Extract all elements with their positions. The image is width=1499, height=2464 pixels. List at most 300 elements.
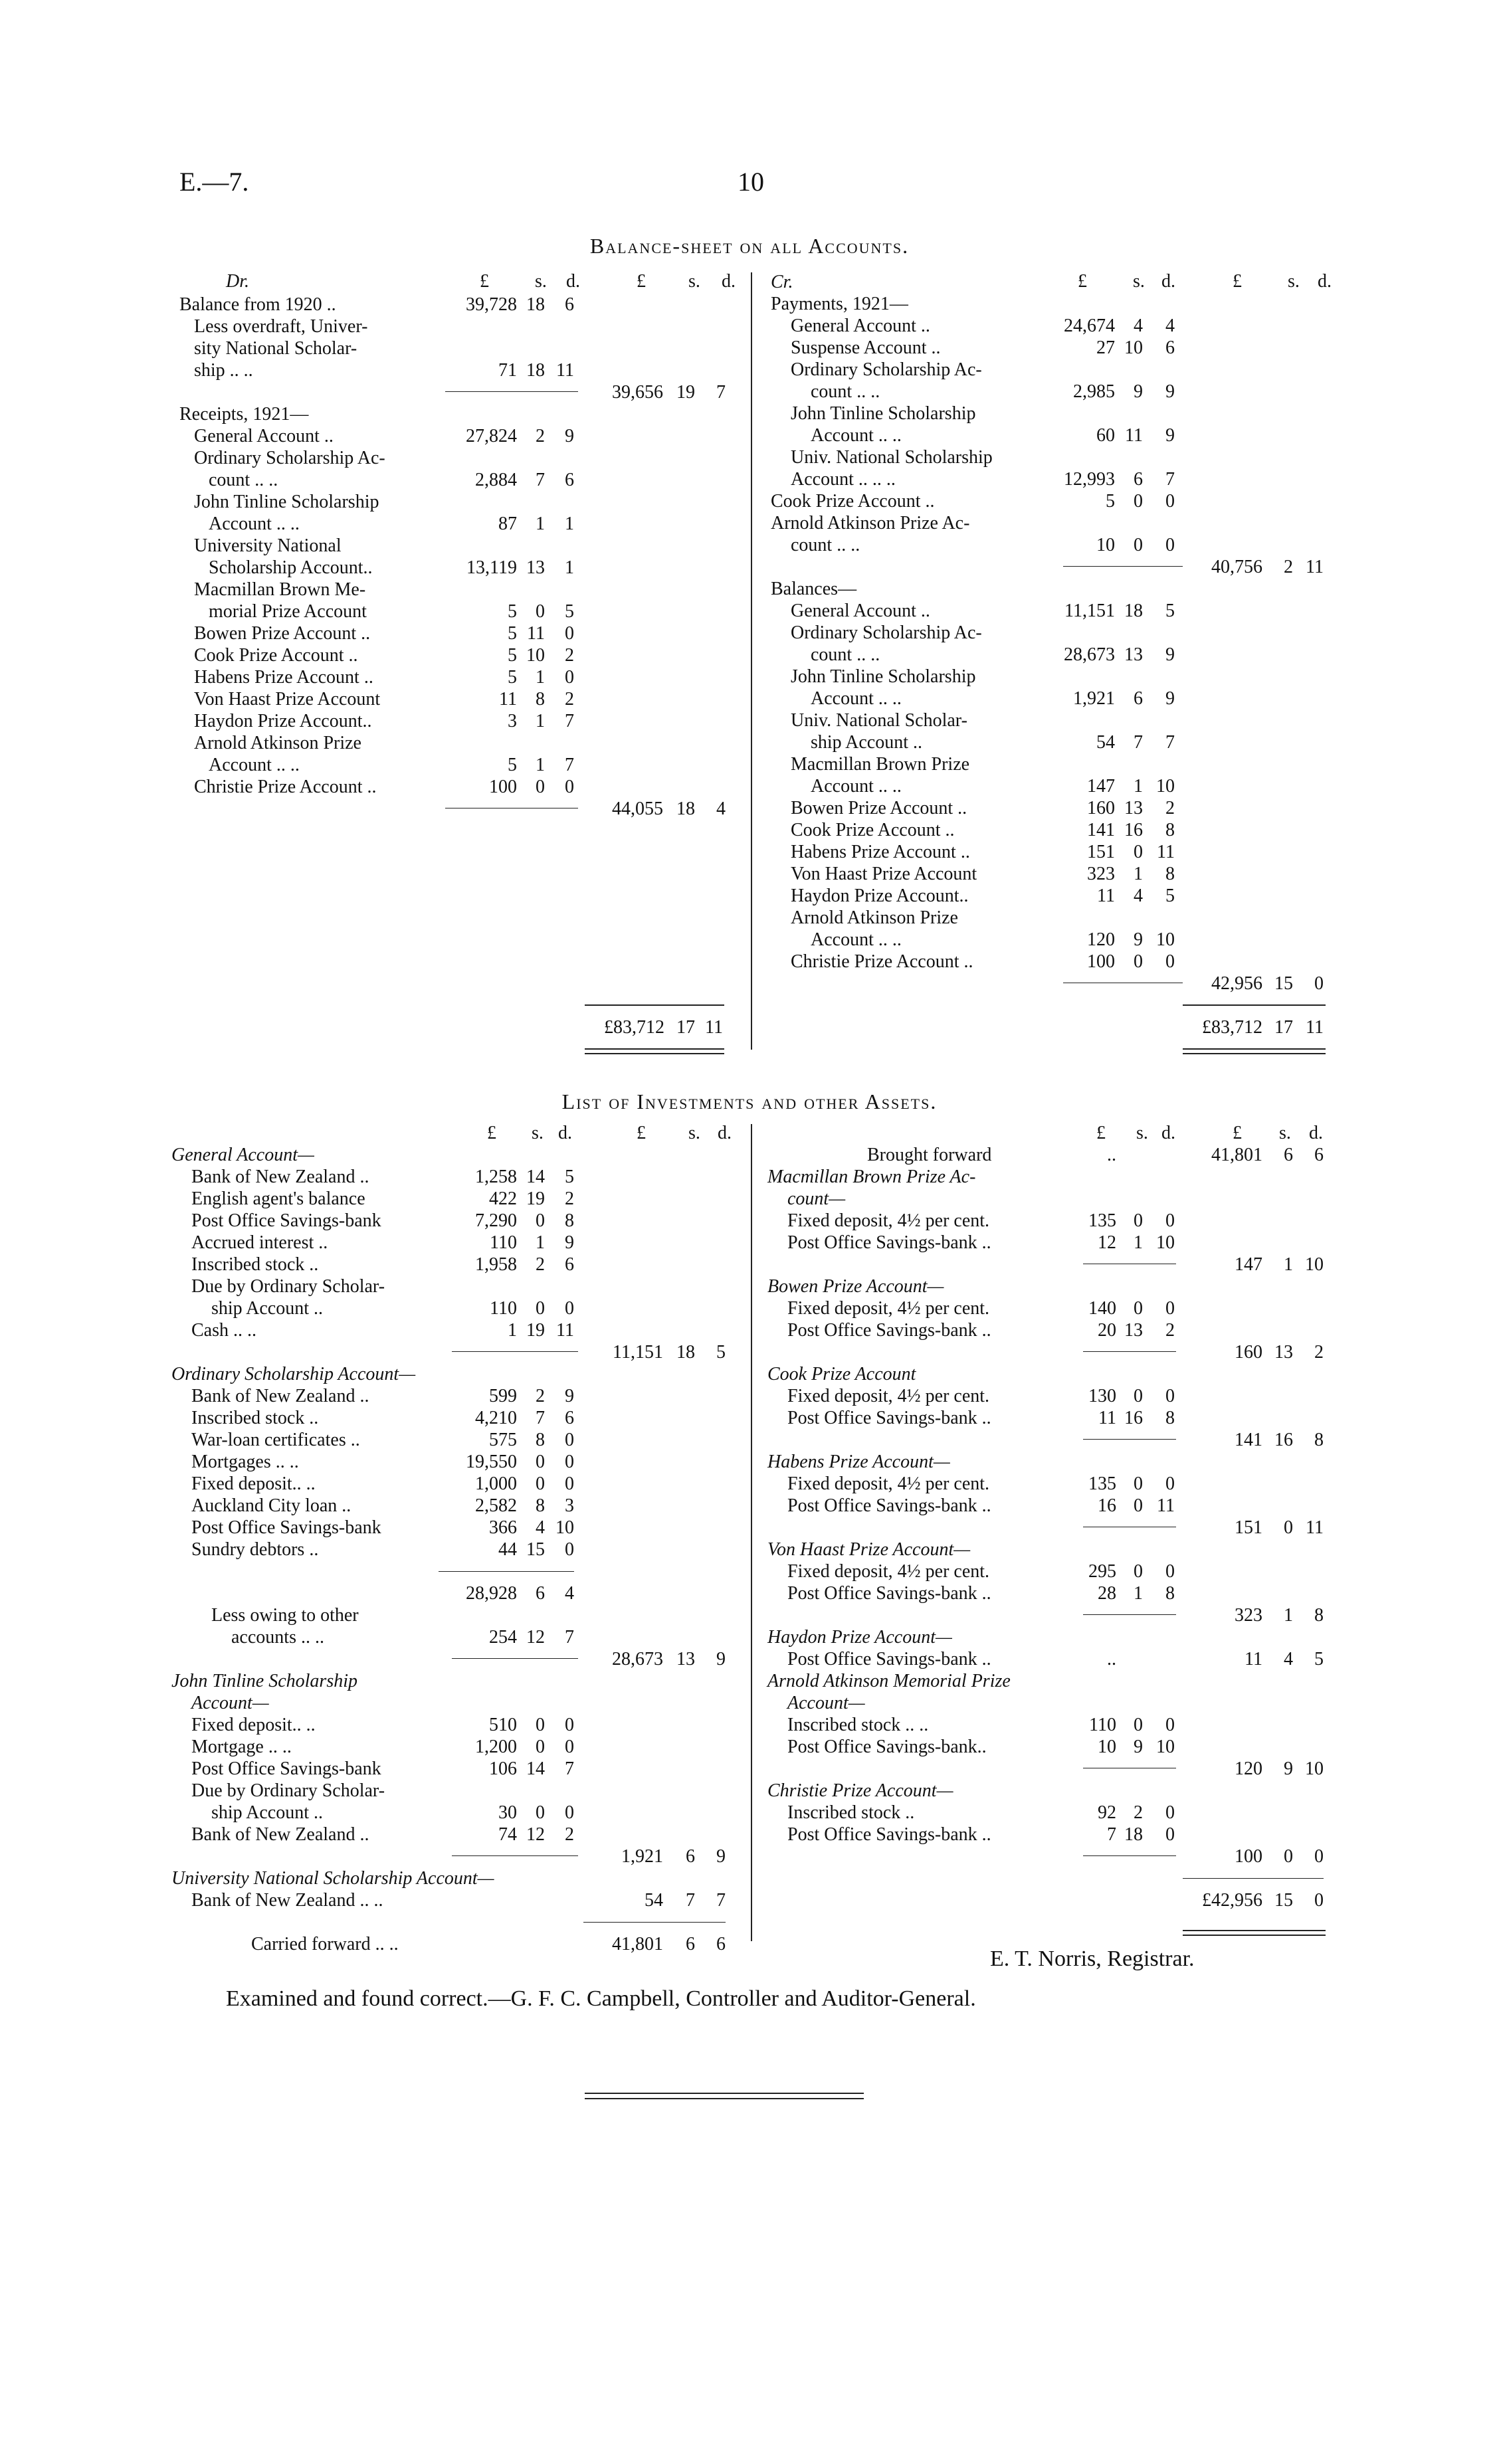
amount-a: 30 (498, 1802, 517, 1823)
amount-a: 12 (1098, 1232, 1116, 1253)
row-label: accounts .. .. (231, 1627, 324, 1648)
amount-c: 7 (1165, 469, 1175, 490)
amount-c: 7 (1165, 732, 1175, 753)
row-label: Fixed deposit, 4½ per cent. (787, 1561, 990, 1582)
row-label: ship Account .. (211, 1298, 323, 1319)
amount-b: 0 (1134, 1386, 1143, 1406)
amount-A: 151 (1235, 1517, 1262, 1538)
amount-b: 7 (1134, 732, 1143, 753)
amount-C: 11 (1306, 1517, 1324, 1538)
amount-b: 13 (1124, 1320, 1143, 1341)
investments-title: List of Investments and other Assets. (561, 1090, 938, 1113)
row-label: Account .. .. (811, 929, 902, 950)
row-label: Balances— (771, 579, 857, 599)
amount-B: 7 (686, 1890, 695, 1911)
row-label: Fixed deposit.. .. (191, 1473, 316, 1494)
amount-a: 4,210 (475, 1408, 517, 1428)
row-label: Bank of New Zealand .. (191, 1167, 369, 1187)
amount-b: 1 (1134, 1232, 1143, 1253)
row-label: Account— (787, 1693, 865, 1713)
amount-a: 5 (508, 601, 517, 622)
inv-left-cur-s2: s. (688, 1123, 700, 1143)
ledger-row (0, 1385, 1499, 1407)
amount-b: 13 (1124, 798, 1143, 818)
ledger-row (0, 841, 1499, 863)
amount-b: 0 (1134, 535, 1143, 555)
row-label: Fixed deposit, 4½ per cent. (787, 1210, 990, 1231)
row-label: Von Haast Prize Account (194, 689, 381, 710)
row-label: Less owing to other (211, 1605, 359, 1626)
amount-c: 0 (1165, 1824, 1175, 1845)
row-label: Habens Prize Account— (767, 1452, 950, 1472)
amount-c: 0 (565, 1802, 574, 1823)
amount-c: 0 (565, 1298, 574, 1319)
amount-c: 5 (565, 1167, 574, 1187)
registrar-signature (990, 1946, 1195, 1972)
amount-C: 5 (716, 1342, 726, 1363)
ledger-row (0, 797, 1499, 819)
row-label: Ordinary Scholarship Account— (171, 1364, 416, 1384)
amount-c: 0 (1165, 1473, 1175, 1494)
amount-B: 16 (1274, 1430, 1293, 1450)
amount-b: 0 (536, 1737, 545, 1757)
amount-b: 16 (1124, 820, 1143, 840)
amount-b: 14 (526, 1758, 545, 1779)
row-label: Post Office Savings-bank (191, 1210, 381, 1231)
amount-C: 7 (716, 1890, 726, 1911)
row-label: Post Office Savings-bank (191, 1758, 381, 1779)
row-label: Bank of New Zealand .. (191, 1386, 369, 1406)
row-label: Bank of New Zealand .. .. (191, 1890, 383, 1911)
amount-a: 92 (1098, 1802, 1116, 1823)
subtotal-rule (1083, 1439, 1176, 1440)
row-label: Ordinary Scholarship Ac- (194, 448, 385, 468)
amount-b: 16 (1124, 1408, 1143, 1428)
right-cur-d2: d. (1318, 271, 1332, 292)
amount-b: 13 (526, 557, 545, 578)
row-label: Von Haast Prize Account (791, 864, 977, 884)
bs-total-right-double-b (1183, 1053, 1326, 1054)
amount-a: 10 (1098, 1737, 1116, 1757)
amount-a: .. (1107, 1649, 1116, 1669)
left-cur-l2: £ (637, 271, 646, 292)
amount-a: 71 (498, 360, 517, 381)
row-label: Sundry debtors .. (191, 1539, 319, 1560)
ledger-row (0, 731, 1499, 753)
row-label: Bowen Prize Account .. (194, 623, 371, 644)
row-label: Christie Prize Account— (767, 1780, 953, 1801)
row-label: Cr. (771, 272, 793, 292)
ledger-row (0, 753, 1499, 775)
row-label: Bank of New Zealand .. (191, 1824, 369, 1845)
inv-right-cur-d: d. (1161, 1123, 1175, 1143)
row-label: Fixed deposit, 4½ per cent. (787, 1386, 990, 1406)
inv-left-cur-l: £ (487, 1123, 496, 1143)
amount-c: 0 (565, 1539, 574, 1560)
amount-a: 7 (1107, 1824, 1116, 1845)
row-label: Post Office Savings-bank .. (787, 1824, 991, 1845)
amount-c: 8 (565, 1210, 574, 1231)
amount-B: 0 (1284, 1517, 1293, 1538)
amount-c: 0 (1165, 1802, 1175, 1823)
amount-c: 0 (1165, 1715, 1175, 1735)
amount-A: 28,673 (612, 1649, 663, 1669)
amount-b: 9 (1134, 381, 1143, 402)
amount-c: 1 (565, 557, 574, 578)
amount-b: 2 (536, 1386, 545, 1406)
amount-B: 13 (676, 1649, 695, 1669)
amount-b: 1 (536, 711, 545, 731)
ledger-row (0, 1517, 1499, 1539)
row-label: Von Haast Prize Account— (767, 1539, 971, 1560)
amount-c: 7 (565, 755, 574, 775)
amount-a: 254 (489, 1627, 517, 1648)
amount-A: 44,055 (612, 799, 663, 819)
row-label: Post Office Savings-bank .. (787, 1583, 991, 1604)
amount-b: 0 (1134, 1473, 1143, 1494)
inv-right-cur-l2: £ (1233, 1123, 1242, 1143)
inv-left-cur-d: d. (558, 1123, 572, 1143)
row-label: Macmillan Brown Prize (791, 754, 970, 775)
amount-c: 10 (1156, 776, 1175, 797)
amount-B: 15 (1274, 973, 1293, 994)
bs-total-left-double-b (585, 1053, 724, 1054)
amount-b: 0 (536, 1298, 545, 1319)
amount-b: 1 (536, 514, 545, 534)
row-label: Post Office Savings-bank .. (787, 1320, 991, 1341)
amount-a: 19,550 (466, 1452, 517, 1472)
ledger-row (0, 951, 1499, 973)
footer-rule-b (585, 2098, 864, 2099)
bs-total-right-rule (1183, 1004, 1326, 1006)
amount-c: 8 (1165, 820, 1175, 840)
amount-a: 24,674 (1064, 316, 1115, 336)
examined-statement (226, 1986, 976, 2012)
amount-b: 10 (526, 645, 545, 666)
amount-b: 2 (1134, 1802, 1143, 1823)
amount-B: 4 (1284, 1649, 1293, 1669)
ledger-row (0, 1276, 1499, 1297)
row-label: count— (787, 1188, 846, 1209)
row-label: General Account— (171, 1145, 314, 1165)
row-label: count .. .. (791, 535, 860, 555)
ledger-row (0, 600, 1499, 622)
ledger-row (0, 556, 1499, 578)
row-label: Account— (191, 1693, 269, 1713)
row-label: Habens Prize Account .. (194, 667, 373, 688)
row-label: Account .. .. (209, 755, 300, 775)
amount-a: 5 (508, 755, 517, 775)
amount-A: 11,151 (613, 1342, 663, 1363)
amount-a: 44 (498, 1539, 517, 1560)
amount-a: 100 (1087, 951, 1115, 972)
amount-c: 6 (1165, 337, 1175, 358)
ledger-row (0, 271, 1499, 293)
row-label: Macmillan Brown Prize Ac- (767, 1167, 976, 1187)
amount-b: 0 (536, 1802, 545, 1823)
amount-c: 4 (1165, 316, 1175, 336)
amount-c: 7 (565, 711, 574, 731)
amount-B: 0 (1284, 1846, 1293, 1867)
bs-total-left-rule (585, 1004, 724, 1006)
bs-total-right-double-a (1183, 1048, 1326, 1050)
amount-A: 120 (1235, 1758, 1262, 1779)
row-label: count .. .. (811, 381, 880, 402)
amount-c: 0 (565, 777, 574, 797)
amount-a: 366 (489, 1517, 517, 1538)
amount-b: 1 (536, 755, 545, 775)
row-label: Fixed deposit, 4½ per cent. (787, 1298, 990, 1319)
amount-a: 74 (498, 1824, 517, 1845)
row-label: Fixed deposit, 4½ per cent. (787, 1473, 990, 1494)
amount-b: 18 (1124, 1824, 1143, 1845)
amount-C: 7 (716, 382, 726, 403)
ledger-row (0, 1802, 1499, 1824)
amount-a: 110 (490, 1232, 517, 1253)
ledger-row (0, 1561, 1499, 1582)
row-label: Post Office Savings-bank (191, 1517, 381, 1538)
row-label: General Account .. (791, 601, 930, 621)
amount-b: 7 (536, 470, 545, 490)
inv-right-cur-s2: s. (1279, 1123, 1291, 1143)
amount-a: 28,673 (1064, 644, 1115, 665)
examined-text: Examined and found correct.—G. F. C. Campbell, Controller and Auditor-General. (226, 1986, 976, 2011)
amount-c: 10 (1156, 929, 1175, 950)
amount-B: 18 (676, 799, 695, 819)
subtotal-rule (1063, 566, 1183, 567)
ledger-row (0, 1429, 1499, 1451)
inv-left-cur-d2: d. (718, 1123, 732, 1143)
amount-c: 2 (565, 1824, 574, 1845)
amount-c: 0 (565, 623, 574, 644)
ledger-row (0, 315, 1499, 337)
amount-A: 141 (1235, 1430, 1262, 1450)
row-label: Auckland City loan .. (191, 1495, 351, 1516)
row-label: General Account .. (194, 426, 334, 446)
ledger-row (0, 534, 1499, 556)
amount-a: 10 (1096, 535, 1115, 555)
amount-b: 6 (1134, 688, 1143, 709)
amount-b: 8 (536, 1430, 545, 1450)
row-label: Cook Prize Account .. (194, 645, 358, 666)
amount-B: 6 (686, 1846, 695, 1867)
balance-sheet-title: Balance-sheet on all Accounts. (589, 234, 910, 258)
ledger-row (0, 337, 1499, 359)
amount-a: 20 (1098, 1320, 1116, 1341)
inv-left-cur-l2: £ (637, 1123, 646, 1143)
inv-right-double-b (1183, 1935, 1326, 1936)
amount-b: 8 (536, 689, 545, 710)
amount-B: 6 (1284, 1145, 1293, 1165)
amount-A: 11 (1245, 1649, 1262, 1669)
left-cur-s: s. (535, 271, 547, 292)
row-label: Cash .. .. (191, 1320, 256, 1341)
row-label: Brought forward (867, 1145, 992, 1165)
inv-right-cur-d2: d. (1309, 1123, 1323, 1143)
amount-a: 12,993 (1064, 469, 1115, 490)
amount-a: 11 (1098, 1408, 1116, 1428)
ledger-row (0, 666, 1499, 688)
row-label: English agent's balance (191, 1188, 365, 1209)
amount-a: 106 (489, 1758, 517, 1779)
ledger-row (0, 1473, 1499, 1495)
left-cur-l: £ (480, 271, 489, 292)
amount-a: 510 (489, 1715, 517, 1735)
amount-c: 0 (1165, 1298, 1175, 1319)
amount-c: 0 (1165, 491, 1175, 512)
amount-a: 2,884 (475, 470, 517, 490)
amount-a: 140 (1088, 1298, 1116, 1319)
amount-c: 8 (1165, 864, 1175, 884)
amount-c: 0 (565, 1715, 574, 1735)
ledger-row (0, 1166, 1499, 1188)
amount-b: 0 (536, 601, 545, 622)
amount-a: 147 (1087, 776, 1115, 797)
amount-a: 110 (490, 1298, 517, 1319)
amount-c: 9 (565, 426, 574, 446)
amount-c: 0 (1165, 951, 1175, 972)
ledger-row (0, 578, 1499, 600)
amount-C: 5 (1314, 1649, 1324, 1669)
amount-b: 0 (1134, 842, 1143, 862)
amount-C: 0 (1314, 1890, 1324, 1911)
amount-c: 7 (565, 1758, 574, 1779)
row-label: ship Account .. (211, 1802, 323, 1823)
ledger-row (0, 1824, 1499, 1846)
ledger-row (0, 1341, 1499, 1363)
amount-a: 2,985 (1073, 381, 1115, 402)
row-label: Due by Ordinary Scholar- (191, 1276, 385, 1297)
row-label: Inscribed stock .. (191, 1254, 319, 1275)
bs-total-left-double-a (585, 1048, 724, 1050)
right-cur-d: d. (1161, 271, 1175, 292)
amount-a: 295 (1088, 1561, 1116, 1582)
right-cur-l2: £ (1233, 271, 1242, 292)
row-label: Inscribed stock .. (787, 1802, 915, 1823)
row-label: University National Scholarship Account— (171, 1868, 494, 1889)
subtotal-rule (1083, 1855, 1176, 1856)
amount-a: 54 (1096, 732, 1115, 753)
ledger-row (0, 1407, 1499, 1429)
row-label: Post Office Savings-bank .. (787, 1649, 991, 1669)
row-label: Account .. .. (811, 688, 902, 709)
amount-c: 6 (565, 294, 574, 315)
amount-c: 9 (565, 1386, 574, 1406)
amount-b: 0 (536, 1452, 545, 1472)
row-label: Arnold Atkinson Prize (194, 733, 361, 753)
amount-c: 2 (1165, 798, 1175, 818)
amount-b: 1 (1134, 1583, 1143, 1604)
ledger-row (0, 1889, 1499, 1911)
amount-b: 18 (526, 360, 545, 381)
row-label: Arnold Atkinson Memorial Prize (767, 1671, 1011, 1691)
amount-C: 11 (1306, 557, 1324, 577)
amount-a: 141 (1087, 820, 1115, 840)
amount-a: 39,728 (466, 294, 517, 315)
row-label: ship Account .. (811, 732, 922, 753)
amount-b: 0 (536, 1210, 545, 1231)
ledger-row (0, 929, 1499, 951)
left-cur-d: d. (566, 271, 580, 292)
row-label: Post Office Savings-bank .. (787, 1408, 991, 1428)
amount-a: 120 (1087, 929, 1115, 950)
amount-a: 160 (1087, 798, 1115, 818)
ledger-row (0, 1451, 1499, 1473)
amount-b: 0 (1134, 951, 1143, 972)
amount-c: 5 (1165, 601, 1175, 621)
row-label: Haydon Prize Account— (767, 1627, 952, 1648)
amount-c: 10 (555, 1517, 574, 1538)
amount-a: 323 (1087, 864, 1115, 884)
row-label: sity National Scholar- (194, 338, 357, 359)
bs-total-right (0, 1016, 1499, 1038)
amount-b: 13 (1124, 644, 1143, 665)
amount-A: 54 (645, 1890, 663, 1911)
amount-c: 9 (1165, 381, 1175, 402)
total-rule (583, 1922, 726, 1923)
amount-c: 11 (1157, 1495, 1175, 1516)
amount-a: 1,921 (1073, 688, 1115, 709)
amount-a: 422 (489, 1188, 517, 1209)
ledger-row (0, 1736, 1499, 1758)
page-ref: E.—7. (179, 167, 249, 197)
amount-b: 4 (1134, 316, 1143, 336)
ledger-row (0, 1626, 1499, 1648)
left-cur-s2: s. (688, 271, 700, 292)
amount-b: 11 (527, 623, 545, 644)
row-label: Ordinary Scholarship Ac- (791, 622, 982, 643)
inv-left-cur-s: s. (532, 1123, 544, 1143)
row-label: Fixed deposit.. .. (191, 1715, 316, 1735)
amount-B: 1 (1284, 1605, 1293, 1626)
amount-a: 5 (508, 645, 517, 666)
amount-A: 160 (1235, 1342, 1262, 1363)
bs-total-left-d: 11 (705, 1017, 723, 1038)
row-label: Bowen Prize Account— (767, 1276, 944, 1297)
amount-A: 323 (1235, 1605, 1262, 1626)
amount-a: 11 (499, 689, 517, 710)
ledger-row (0, 293, 1499, 315)
row-label: Due by Ordinary Scholar- (191, 1780, 385, 1801)
ledger-row (0, 1144, 1499, 1166)
amount-c: 9 (1165, 425, 1175, 446)
ledger-row (0, 885, 1499, 907)
amount-b: 1 (1134, 776, 1143, 797)
ledger-row (0, 1188, 1499, 1210)
amount-a: 135 (1088, 1210, 1116, 1231)
amount-B: 9 (1284, 1758, 1293, 1779)
row-label: Account .. .. (811, 425, 902, 446)
inv-divider (751, 1124, 752, 1941)
row-label: Inscribed stock .. (191, 1408, 319, 1428)
row-label: Account .. .. .. (791, 469, 896, 490)
amount-a: 11 (1097, 886, 1115, 906)
amount-a: 7,290 (475, 1210, 517, 1231)
dr-label: Dr. (226, 271, 250, 292)
inv-right-double-a (1183, 1930, 1326, 1931)
amount-b: 18 (1124, 601, 1143, 621)
row-label: John Tinline Scholarship (791, 666, 976, 687)
amount-a: 151 (1087, 842, 1115, 862)
total-rule (1183, 1878, 1324, 1879)
amount-A: 1,921 (621, 1846, 663, 1867)
amount-C: 9 (716, 1649, 726, 1669)
bs-total-right-d: 11 (1306, 1017, 1324, 1038)
amount-a: 5 (508, 623, 517, 644)
amount-b: 4 (536, 1517, 545, 1538)
amount-b: 0 (1134, 1561, 1143, 1582)
row-label: Carried forward .. .. (251, 1934, 399, 1954)
